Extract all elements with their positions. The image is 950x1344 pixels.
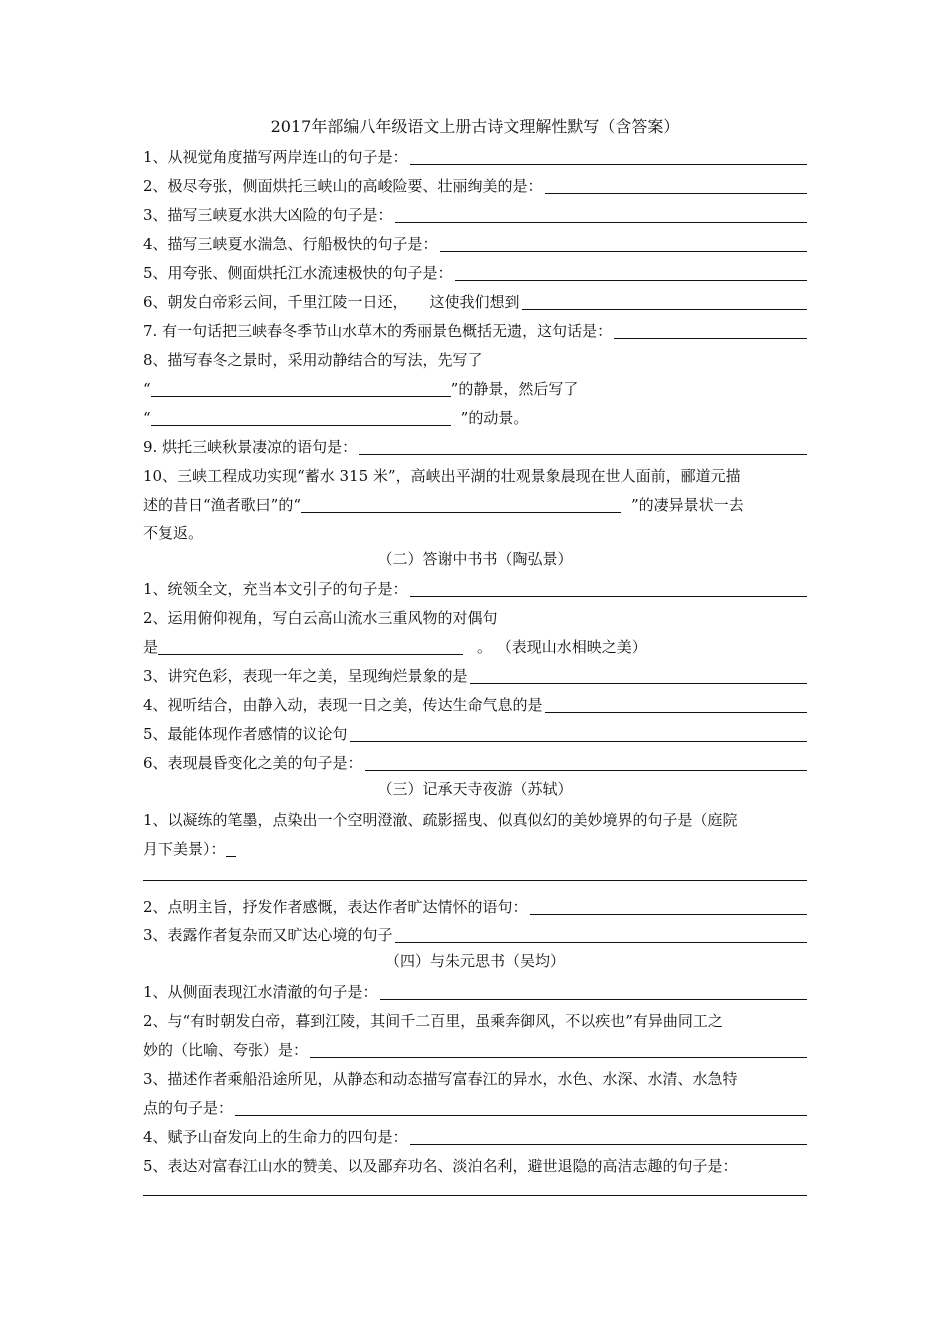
question-text: 2、点明主旨，抒发作者感慨，表达作者旷达情怀的语句： — [143, 898, 528, 916]
question-text: 3、表露作者复杂而又旷达心境的句子 — [143, 926, 393, 944]
question-row — [143, 746, 807, 774]
question-row — [143, 918, 807, 946]
question-row — [143, 803, 807, 831]
question-text: 1、从侧面表现江水清澈的句子是： — [143, 983, 378, 1001]
question-row — [143, 256, 807, 284]
question-text: 1、从视觉角度描写两岸连山的句子是： — [143, 148, 408, 166]
answer-blank[interactable] — [614, 320, 807, 339]
question-row — [143, 1149, 807, 1177]
answer-blank[interactable] — [151, 407, 451, 426]
answer-blank[interactable] — [235, 1097, 807, 1116]
question-row — [143, 1120, 807, 1148]
answer-blank[interactable] — [310, 1039, 807, 1058]
question-text: 7. 有一句话把三峡春冬季节山水草木的秀丽景色概括无遗，这句话是： — [143, 322, 613, 340]
answer-blank[interactable] — [395, 924, 807, 943]
question-row — [143, 572, 807, 600]
question-row — [143, 659, 807, 687]
question-row — [143, 169, 807, 197]
question-text: 。 （表现山水相映之美） — [477, 638, 647, 656]
question-text: 1、统领全文，充当本文引子的句子是： — [143, 580, 408, 598]
question-text: 3、描写三峡夏水洪大凶险的句子是： — [143, 206, 393, 224]
answer-blank[interactable] — [522, 291, 807, 310]
page-title: 2017年部编八年级语文上册古诗文理解性默写（含答案） — [270, 117, 680, 136]
answer-blank[interactable] — [301, 494, 621, 513]
section-heading: （三）记承天寺夜游（苏轼） — [377, 780, 573, 798]
answer-blank[interactable] — [545, 175, 807, 194]
question-row — [143, 601, 807, 629]
question-text: 1、以凝练的笔墨，点染出一个空明澄澈、疏影摇曳、似真似幻的美妙境界的句子是（庭院 — [143, 811, 738, 829]
question-row — [143, 1004, 807, 1032]
answer-blank[interactable] — [151, 378, 451, 397]
question-row — [143, 975, 807, 1003]
question-text: 3、讲究色彩，表现一年之美，呈现绚烂景象的是 — [143, 667, 468, 685]
question-row — [143, 140, 807, 168]
question-row — [143, 488, 807, 516]
question-row — [143, 401, 807, 429]
question-text: 4、赋予山奋发向上的生命力的四句是： — [143, 1128, 408, 1146]
answer-line[interactable] — [143, 880, 807, 881]
answer-blank[interactable] — [359, 436, 807, 455]
question-text: ”的静景，然后写了 — [450, 380, 579, 398]
section-heading: （二）答谢中书书（陶弘景） — [377, 550, 573, 568]
question-row — [143, 1091, 807, 1119]
question-text: 点的句子是： — [143, 1099, 234, 1117]
question-text: 10、三峡工程成功实现“蓄水 315 米”，高峡出平湖的壮观景象晨现在世人面前，郦道元描 — [143, 467, 741, 485]
question-text: 6、表现晨昏变化之美的句子是： — [143, 754, 363, 772]
question-text: 8、描写春冬之景时，采用动静结合的写法，先写了 — [143, 351, 483, 369]
question-text: 妙的（比喻、夸张）是： — [143, 1041, 309, 1059]
question-row — [143, 832, 807, 860]
answer-blank[interactable] — [545, 694, 807, 713]
quote-open: “ — [143, 380, 151, 398]
answer-blank[interactable] — [530, 896, 807, 915]
answer-blank[interactable] — [440, 233, 807, 252]
question-row — [143, 890, 807, 918]
question-text: 5、最能体现作者感情的议论句 — [143, 725, 348, 743]
question-text: 这使我们想到 — [429, 293, 520, 311]
question-text: ”的凄异景状一去 — [631, 496, 744, 514]
question-text: 4、视听结合，由静入动，表现一日之美，传达生命气息的是 — [143, 696, 543, 714]
answer-blank[interactable] — [410, 578, 807, 597]
answer-blank[interactable] — [158, 636, 463, 655]
section-heading: （四）与朱元思书（吴均） — [384, 952, 565, 970]
question-text: 不复返。 — [143, 524, 204, 542]
answer-blank[interactable] — [470, 665, 807, 684]
question-row — [143, 343, 807, 371]
question-text: 月下美景）： — [143, 840, 226, 858]
answer-blank[interactable] — [365, 752, 807, 771]
question-text: 3、描述作者乘船沿途所见，从静态和动态描写富春江的异水，水色、水深、水清、水急特 — [143, 1070, 738, 1088]
question-row — [143, 630, 807, 658]
question-row — [143, 430, 807, 458]
quote-open: “ — [143, 409, 151, 427]
question-text: 2、与“有时朝发白帝，暮到江陵，其间千二百里，虽乘奔御风，不以疾也”有异曲同工之 — [143, 1012, 723, 1030]
answer-blank[interactable] — [455, 262, 807, 281]
answer-blank[interactable] — [350, 723, 807, 742]
question-text: 2、运用俯仰视角，写白云高山流水三重风物的对偶句 — [143, 609, 498, 627]
question-row — [143, 198, 807, 226]
question-row — [143, 372, 807, 400]
question-row — [143, 1062, 807, 1090]
question-row — [143, 459, 807, 487]
question-text: 是 — [143, 638, 159, 656]
answer-blank[interactable] — [395, 204, 807, 223]
question-row — [143, 717, 807, 745]
question-row — [143, 1033, 807, 1061]
answer-blank[interactable] — [410, 1126, 807, 1145]
answer-blank[interactable] — [380, 981, 807, 1000]
question-row — [143, 314, 807, 342]
question-row — [143, 688, 807, 716]
question-text: 4、描写三峡夏水湍急、行船极快的句子是： — [143, 235, 438, 253]
question-text: 2、极尽夸张，侧面烘托三峡山的高峻险要、壮丽绚美的是： — [143, 177, 543, 195]
question-text: 述的昔日“渔者歌曰”的“ — [143, 496, 302, 514]
question-row — [143, 285, 807, 313]
question-text: 6、朝发白帝彩云间，千里江陵一日还， — [143, 293, 408, 311]
question-row — [143, 227, 807, 255]
question-text: 5、用夸张、侧面烘托江水流速极快的句子是： — [143, 264, 453, 282]
question-row — [143, 516, 807, 544]
answer-blank[interactable] — [226, 838, 236, 857]
answer-blank[interactable] — [410, 146, 807, 165]
question-text: ”的动景。 — [460, 409, 529, 427]
question-text: 5、表达对富春江山水的赞美、以及鄙弃功名、淡泊名利，避世退隐的高洁志趣的句子是： — [143, 1157, 738, 1175]
answer-line[interactable] — [143, 1195, 807, 1196]
question-text: 9. 烘托三峡秋景凄凉的语句是： — [143, 438, 358, 456]
